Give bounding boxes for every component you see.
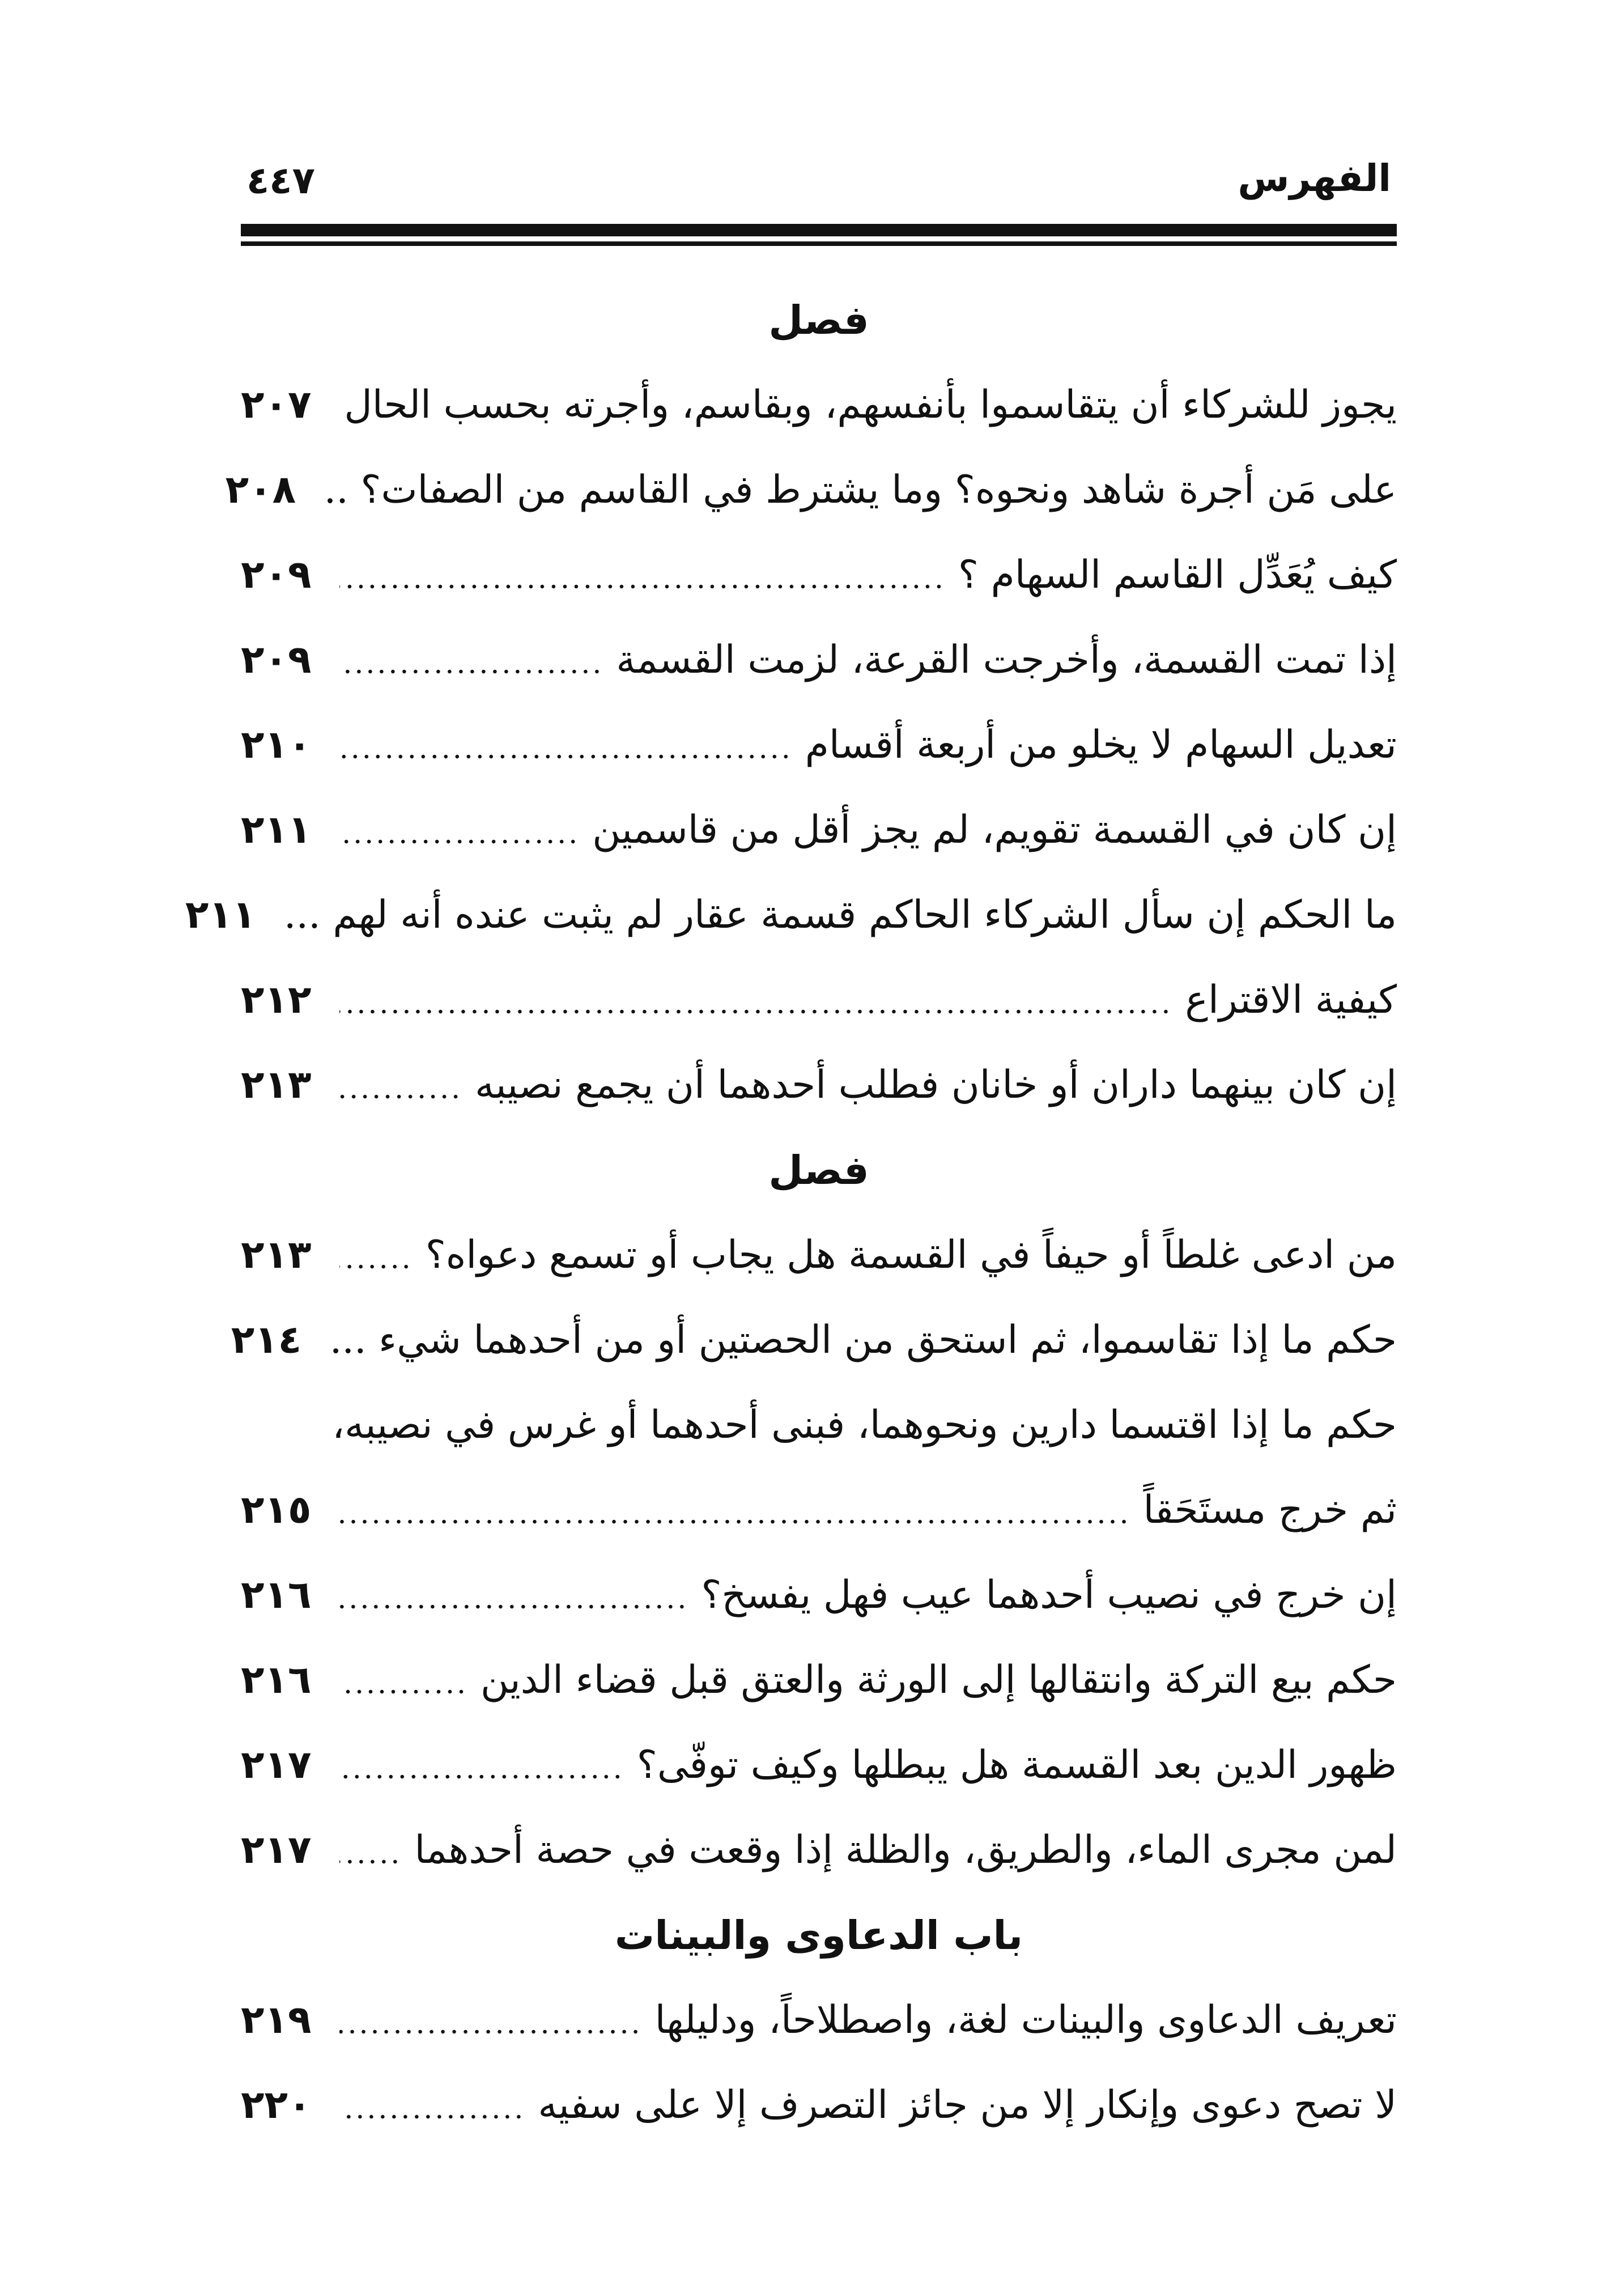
index-entry — [185, 873, 1397, 958]
dot-leader — [339, 1009, 1171, 1014]
entry-page-number: ٢١٤ — [231, 1318, 302, 1362]
entry-text: لمن مجرى الماء، والطريق، والظلة إذا وقعت في حصة أحدهما — [414, 1828, 1397, 1872]
entry-text: تعديل السهام لا يخلو من أربعة أقسام — [805, 723, 1397, 767]
section-heading: فصل — [768, 1147, 869, 1194]
index-entry — [241, 1213, 1397, 1298]
entry-text: كيفية الاقتراع — [1185, 978, 1397, 1022]
entry-page-number: ٢١١ — [241, 808, 312, 852]
dot-leader — [339, 1774, 623, 1780]
page-header — [241, 142, 1397, 224]
index-entry — [241, 1043, 1397, 1128]
dot-leader — [339, 2029, 641, 2035]
dot-leader — [339, 1094, 461, 1099]
entry-text: لا تصح دعوى وإنكار إلا من جائز التصرف إلا على سفيه — [538, 2083, 1397, 2128]
index-entry — [241, 2063, 1397, 2148]
section-heading: فصل — [768, 297, 869, 343]
entry-page-number: ٢٢٠ — [241, 2083, 312, 2128]
index-entry — [241, 1553, 1397, 1638]
entry-page-number: ٢١٥ — [241, 1488, 312, 1532]
index-entry — [241, 1723, 1397, 1808]
entry-page-number: ٢١٠ — [241, 723, 312, 767]
dot-leader — [339, 839, 579, 844]
entry-text: كيف يُعَدِّل القاسم السهام ؟ — [958, 553, 1397, 597]
dot-leader — [339, 669, 602, 674]
dot-leader — [339, 2114, 524, 2120]
index-entry — [225, 448, 1397, 533]
index-entry — [241, 703, 1397, 788]
entry-text: من ادعى غلطاً أو حيفاً في القسمة هل يجاب أو تسمع دعواه؟ — [425, 1233, 1397, 1277]
entry-page-number: ٢٠٨ — [225, 468, 296, 512]
header-rule-thick — [241, 224, 1397, 236]
entry-page-number: ٢١٣ — [241, 1233, 312, 1277]
entry-page-number: ٢١١ — [185, 893, 256, 937]
dot-leader — [339, 1604, 687, 1610]
entry-text: حكم بيع التركة وانتقالها إلى الورثة والعتق قبل قضاء الدين — [481, 1658, 1397, 1702]
index-entry — [241, 363, 1397, 448]
entry-text: إن خرج في نصيب أحدهما عيب فهل يفسخ؟ — [701, 1573, 1397, 1617]
index-entry — [241, 618, 1397, 703]
dot-leader — [339, 754, 792, 759]
entry-page-number: ٢١٦ — [241, 1573, 312, 1617]
entry-text: ما الحكم إن سأل الشركاء الحاكم قسمة عقار لم يثبت عنده أنه لهم ... — [283, 893, 1397, 937]
page-number: ٤٤٧ — [246, 159, 315, 202]
entry-text: يجوز للشركاء أن يتقاسموا بأنفسهم، وبقاسم، وأجرته بحسب الحال — [344, 383, 1397, 427]
index-entry — [241, 1978, 1397, 2063]
dot-leader — [339, 584, 945, 589]
entry-page-number: ٢١٣ — [241, 1063, 312, 1107]
entry-page-number: ٢١٩ — [241, 1998, 312, 2043]
index-entry — [231, 1298, 1397, 1383]
index-page — [185, 142, 1397, 2128]
entry-text: ظهور الدين بعد القسمة هل يبطلها وكيف توفّى؟ — [636, 1743, 1397, 1787]
entry-page-number: ٢١٧ — [241, 1743, 312, 1787]
running-title: الفهرس — [1238, 156, 1391, 200]
entry-page-number: ٢٠٩ — [241, 638, 312, 682]
header-rule-thin — [241, 241, 1397, 246]
index-list — [185, 278, 1397, 2148]
entry-page-number: ٢٠٧ — [241, 383, 312, 427]
index-entry — [241, 958, 1397, 1043]
index-entry — [241, 1383, 1397, 1468]
entry-text: إن كان بينهما داران أو خانان فطلب أحدهما أن يجمع نصيبه — [475, 1063, 1397, 1107]
entry-text: تعريف الدعاوى والبينات لغة، واصطلاحاً، ودليلها — [654, 1998, 1397, 2043]
dot-leader — [339, 1859, 401, 1865]
dot-leader — [339, 1519, 1130, 1525]
entry-text: ثم خرج مستَحَقاً — [1143, 1488, 1397, 1532]
dot-leader — [339, 1264, 412, 1269]
index-entry — [241, 788, 1397, 873]
entry-text: إن كان في القسمة تقويم، لم يجز أقل من قاسمين — [592, 808, 1397, 852]
index-entry — [241, 1638, 1397, 1723]
dot-leader — [339, 1689, 467, 1695]
index-entry — [241, 1468, 1397, 1553]
entry-page-number: ٢١٧ — [241, 1828, 312, 1872]
entry-page-number: ٢١٢ — [241, 978, 312, 1022]
entry-page-number: ٢١٦ — [241, 1658, 312, 1702]
entry-text: على مَن أجرة شاهد ونحوه؟ وما يشترط في القاسم من الصفات؟ .. — [324, 468, 1397, 512]
entry-page-number: ٢٠٩ — [241, 553, 312, 597]
entry-text: حكم ما إذا تقاسموا، ثم استحق من الحصتين أو من أحدهما شيء ... — [329, 1318, 1397, 1362]
index-entry — [241, 533, 1397, 618]
entry-text: حكم ما إذا اقتسما دارين ونحوهما، فبنى أحدهما أو غرس في نصيبه، — [332, 1403, 1397, 1447]
section-heading: باب الدعاوى والبينات — [614, 1912, 1023, 1959]
entry-text: إذا تمت القسمة، وأخرجت القرعة، لزمت القسمة — [616, 638, 1397, 682]
index-entry — [241, 1808, 1397, 1893]
